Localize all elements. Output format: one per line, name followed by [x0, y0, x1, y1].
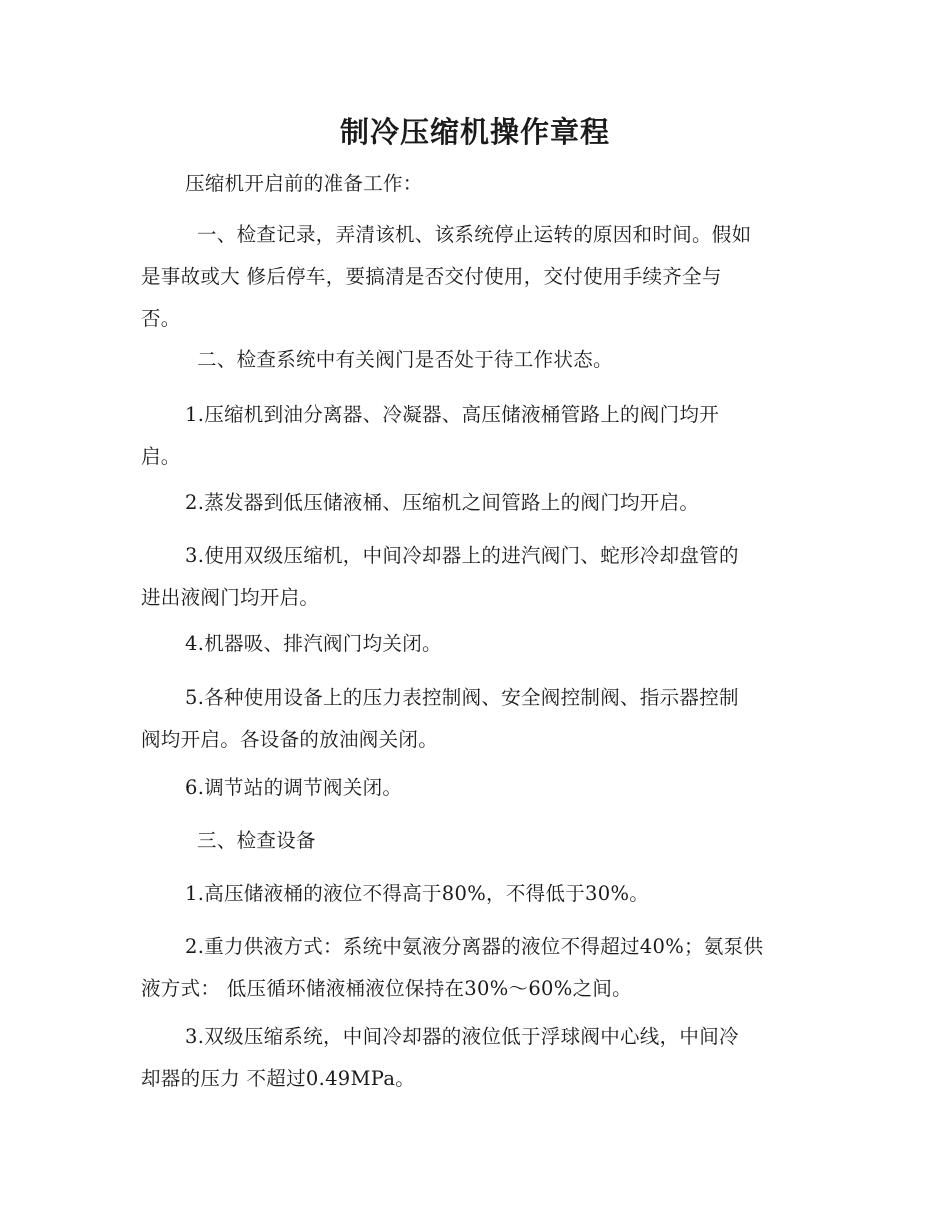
paragraph-line: 4.机器吸、排汽阀门均关闭。 [185, 632, 442, 655]
paragraph-item-2-4 [141, 623, 811, 665]
paragraph-item-2-3 [141, 535, 811, 619]
paragraph-line: 6.调节站的调节阀关闭。 [185, 776, 403, 799]
document-title: 制冷压缩机操作章程 [339, 115, 610, 149]
paragraph-line: 是事故或大 修后停车，要搞清是否交付使用，交付使用手续齐全与 [141, 265, 722, 288]
paragraph-item-3-1 [141, 873, 811, 915]
paragraph-line: 二、检查系统中有关阀门是否处于待工作状态。 [197, 348, 613, 371]
paragraph-line: 压缩机开启前的准备工作： [185, 172, 423, 195]
paragraph-section-1 [141, 214, 811, 340]
paragraph-line: 5.各种使用设备上的压力表控制阀、安全阀控制阀、指示器控制 [185, 686, 739, 709]
paragraph-line: 1.压缩机到油分离器、冷凝器、高压储液桶管路上的阀门均开 [185, 403, 720, 426]
paragraph-line: 液方式： 低压循环储液桶液位保持在30%～60%之间。 [141, 977, 632, 1000]
paragraph-item-2-2 [141, 482, 811, 524]
paragraph-item-3-3 [141, 1016, 811, 1100]
paragraph-line: 否。 [141, 307, 181, 330]
paragraph-line: 启。 [141, 445, 181, 468]
paragraph-prep-heading [141, 163, 811, 205]
paragraph-item-2-5 [141, 677, 811, 761]
paragraph-line: 3.双级压缩系统，中间冷却器的液位低于浮球阀中心线，中间冷 [185, 1025, 739, 1048]
paragraph-item-3-2 [141, 926, 811, 1010]
paragraph-line: 却器的压力 不超过0.49MPa。 [141, 1067, 416, 1090]
paragraph-line: 一、检查记录，弄清该机、该系统停止运转的原因和时间。假如 [197, 223, 752, 246]
paragraph-line: 3.使用双级压缩机，中间冷却器上的进汽阀门、蛇形冷却盘管的 [185, 544, 739, 567]
paragraph-line: 进出液阀门均开启。 [141, 586, 320, 609]
paragraph-line: 2.蒸发器到低压储液桶、压缩机之间管路上的阀门均开启。 [185, 491, 700, 514]
paragraph-item-2-6 [141, 767, 811, 809]
paragraph-section-2 [141, 339, 811, 381]
paragraph-line: 2.重力供液方式：系统中氨液分离器的液位不得超过40%；氨泵供 [185, 935, 764, 958]
paragraph-line: 阀均开启。各设备的放油阀关闭。 [141, 728, 439, 751]
paragraph-line: 1.高压储液桶的液位不得高于80%，不得低于30%。 [185, 882, 650, 905]
paragraph-line: 三、检查设备 [197, 829, 316, 852]
paragraph-item-2-1 [141, 394, 811, 478]
paragraph-section-3 [141, 820, 811, 862]
